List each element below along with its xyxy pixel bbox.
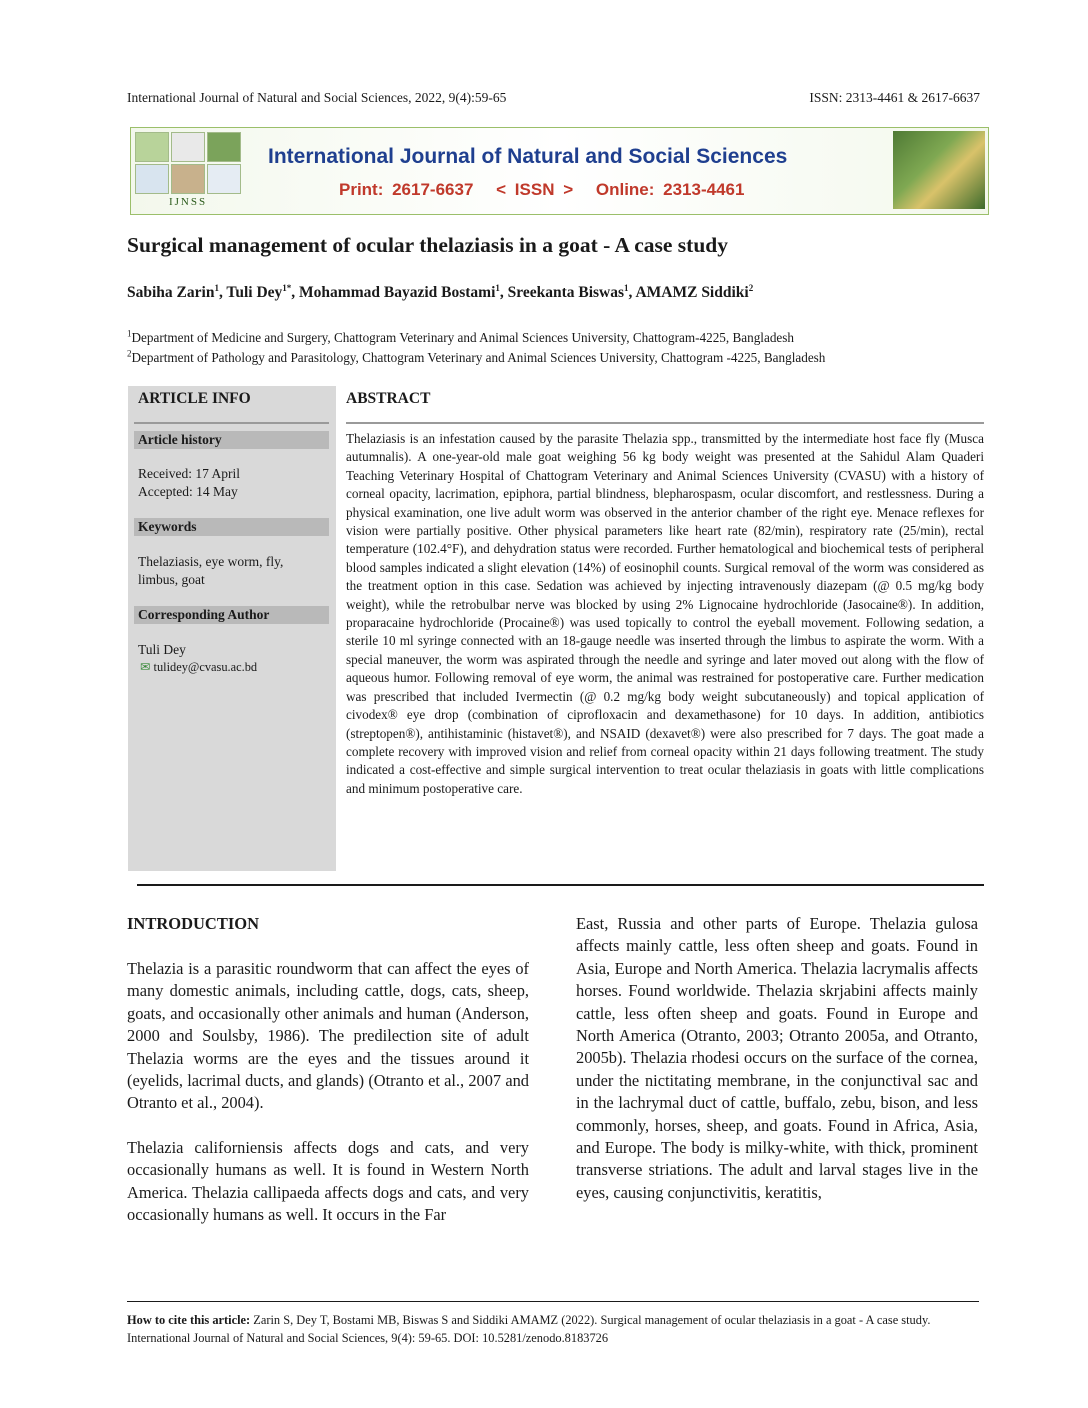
envelope-icon: ✉ bbox=[140, 659, 151, 674]
author-list: Sabiha Zarin$^1$, Tuli Dey$^{1*}$, Mohammad Bayazid Bostami$^1$, Sreekanta Biswas$^1$, AMAMZ Siddiki$^2$ bbox=[127, 282, 754, 301]
citation-text: Zarin S, Dey T, Bostami MB, Biswas S and Siddiki AMAMZ (2022). Surgical management of ocular thelaziasis in a goat - A case study. International Journal of Natural and Social Sciences, 9(4): 59-65. DOI: 10.5281/zenodo.8183726 bbox=[127, 1313, 931, 1345]
banner-title: International Journal of Natural and Social Sciences bbox=[268, 145, 788, 168]
fish-thumbnail-image bbox=[135, 164, 169, 194]
author-sup: 1 bbox=[214, 282, 219, 293]
abstract-heading: ABSTRACT bbox=[346, 390, 431, 407]
affiliation-sup: 2 bbox=[127, 348, 132, 359]
corresponding-author-name: Tuli Dey bbox=[138, 642, 186, 657]
intro-paragraph-2: Thelazia californiensis affects dogs and cats, and very occasionally humans as well. It is found in Western North America. Thelazia callipaeda affects dogs and cats, and very occasionally humans as well. It occurs in the Far bbox=[127, 1137, 529, 1225]
affiliation-2 bbox=[127, 350, 825, 366]
article-history-label: Article history bbox=[134, 431, 329, 449]
journal-banner bbox=[130, 127, 989, 215]
footer-rule bbox=[127, 1301, 979, 1302]
author-name: Sabiha Zarin bbox=[127, 284, 215, 301]
author-name: Sreekanta Biswas bbox=[507, 284, 625, 301]
animal-thumbnail-image bbox=[171, 132, 205, 162]
abstract-rule bbox=[346, 422, 984, 424]
article-info-heading: ARTICLE INFO bbox=[138, 390, 251, 407]
author-sup: 1* bbox=[282, 282, 292, 293]
banner-thumbnail-grid bbox=[135, 132, 241, 210]
article-title: Surgical management of ocular thelaziasis in a goat - A case study bbox=[127, 233, 728, 257]
accepted-date: Accepted: 14 May bbox=[138, 484, 238, 499]
affiliation-text: Department of Medicine and Surgery, Chattogram Veterinary and Animal Sciences University, Chattogram-4225, Bangladesh bbox=[131, 330, 795, 345]
affiliation-1 bbox=[127, 330, 794, 346]
section-separator bbox=[137, 884, 984, 886]
author-name: AMAMZ Siddiki bbox=[635, 284, 749, 301]
leaf-thumbnail-image bbox=[207, 132, 241, 162]
banner-crop-image bbox=[893, 131, 985, 209]
doctor-thumbnail-image bbox=[207, 164, 241, 194]
banner-issn-tag: < ISSN > bbox=[496, 180, 574, 199]
introduction-heading: INTRODUCTION bbox=[127, 914, 260, 933]
author-sup: 1 bbox=[624, 282, 629, 293]
running-header-journal: International Journal of Natural and Social Sciences, 2022, 9(4):59-65 bbox=[127, 90, 507, 105]
corresponding-email-link[interactable]: tulidey@cvasu.ac.bd bbox=[153, 660, 258, 674]
keywords-label: Keywords bbox=[134, 518, 329, 536]
received-date: Received: 17 April bbox=[138, 466, 240, 481]
plant-thumbnail-image bbox=[135, 132, 169, 162]
right-column bbox=[576, 913, 978, 1226]
intro-paragraph-1: Thelazia is a parasitic roundworm that can affect the eyes of many domestic animals, including cattle, dogs, cats, sheep, goats, and occasionally other animals and human (Anderson, 2000 and Soulsby, 1986). The predilection site of adult Thelazia worms are the eyes and the tissues around it (eyelids, lacrimal ducts, and glands) (Otranto et al., 2007 and Otranto et al., 2004). bbox=[127, 959, 529, 1113]
author-name: Tuli Dey bbox=[226, 284, 283, 301]
abstract-text: Thelaziasis is an infestation caused by the parasite Thelazia spp., transmitted by the intermediate host face fly (Musca autumnalis). A one-year-old male goat weighing 56 kg body weight was presented at the Sahidul Alam Quaderi Teaching Veterinary Hospital of Chattogram Veterinary and Animal Sciences University (CVASU) with a history of corneal opacity, lacrimation, epiphora, partial blindness, blepharospasm, ocular discomfort, and restlessness. During a physical examination, one live adult worm was observed in the anterior chamber of the right eye. Menace reflexes for vision were partially positive. Other physical parameters like heart rate (82/min), respiratory rate (25/min), rectal temperature (102.4°F), and dehydration status were recorded. Further hematological and biochemical tests of peripheral blood samples indicated a slight elevation (14%) of eosinophil counts. Surgical removal of the worm was considered as the treatment option in this case. Sedation was achieved by injecting intravenously diazepam (@ 0.5 mg/kg body weight), while the retrobulbar nerve was blocked by using 2% Lignocaine hydrochloride (Jasocaine®). In addition, proparacaine hydrochloride (Procaine®) was used topically to control the eyeball movement. Following sedation, a sterile 10 ml syringe connected with an 18-gauge needle was inserted through the limbus to aspirate the worm. With a special maneuver, the worm was aspirated through the needle and syringe and later moved out along with the flow of aqueous humor. Following removal of eye worm, the animal was restrained for postoperative care. Further medication was prescribed that included Ivermectin (@ 0.2 mg/kg body weight subcutaneously) and topical application of civodex® eye drop (combination of ciprofloxacin and dexamethasone) for 10 days. In addition, antibiotics (streptopen®), antihistaminic (histavet®), and NSAID (dexavet®) were also prescribed for 7 days. The goat made a complete recovery with improved vision and relief from corneal opacity within 21 days following treatment. The study indicated a cost-effective and simple surgical intervention to treat ocular thelaziasis in goats with little complications and minimum postoperative care. bbox=[346, 431, 984, 796]
affiliation-sup: 1 bbox=[127, 328, 132, 339]
corresponding-email-row bbox=[140, 659, 257, 675]
author-sup: 1 bbox=[495, 282, 500, 293]
article-info-panel bbox=[128, 386, 336, 871]
keywords-line-1: Thelaziasis, eye worm, fly, bbox=[138, 554, 284, 569]
author-name: Mohammad Bayazid Bostami bbox=[299, 284, 496, 301]
banner-issn-line bbox=[339, 180, 744, 200]
corresponding-author-label: Corresponding Author bbox=[134, 606, 329, 624]
citation-label: How to cite this article: bbox=[127, 1313, 251, 1327]
affiliation-text: Department of Pathology and Parasitology, Chattogram Veterinary and Animal Sciences University, Chattogram -4225, Bangladesh bbox=[131, 350, 826, 365]
banner-online-issn: Online: 2313-4461 bbox=[595, 180, 745, 199]
intro-paragraph-3: East, Russia and other parts of Europe. Thelazia gulosa affects mainly cattle, less often sheep and goats. Found in Asia, Europe and North America. Thelazia lacrymalis affects horses. Found worldwide. Thelazia skrjabini affects mainly cattle, less often sheep and goats. Found in Europe and North America (Otranto, 2003; Otranto 2005a, and Otranto, 2005b). Thelazia rhodesi occurs on the surface of the cornea, under the nictitating membrane, in the conjunctival sac and in the lachrymal duct of cattle, buffalo, zebu, bison, and less commonly, horses, sheep, and goats. Found in Africa, Asia, and Europe. The body is milky-white, with thick, prominent transverse striations. The adult and larval stages live in the eyes, causing conjunctivitis, keratitis, bbox=[576, 914, 978, 1202]
banner-print-issn: Print: 2617-6637 bbox=[339, 180, 474, 199]
running-header-issn: ISSN: 2313-4461 & 2617-6637 bbox=[809, 90, 980, 105]
left-column bbox=[127, 958, 529, 1248]
article-info-rule bbox=[134, 422, 329, 424]
author-sup: 2 bbox=[748, 282, 754, 293]
keywords-line-2: limbus, goat bbox=[138, 572, 205, 587]
people-thumbnail-image bbox=[171, 164, 205, 194]
citation-block bbox=[127, 1311, 979, 1347]
banner-logo-text: IJNSS bbox=[168, 196, 208, 208]
